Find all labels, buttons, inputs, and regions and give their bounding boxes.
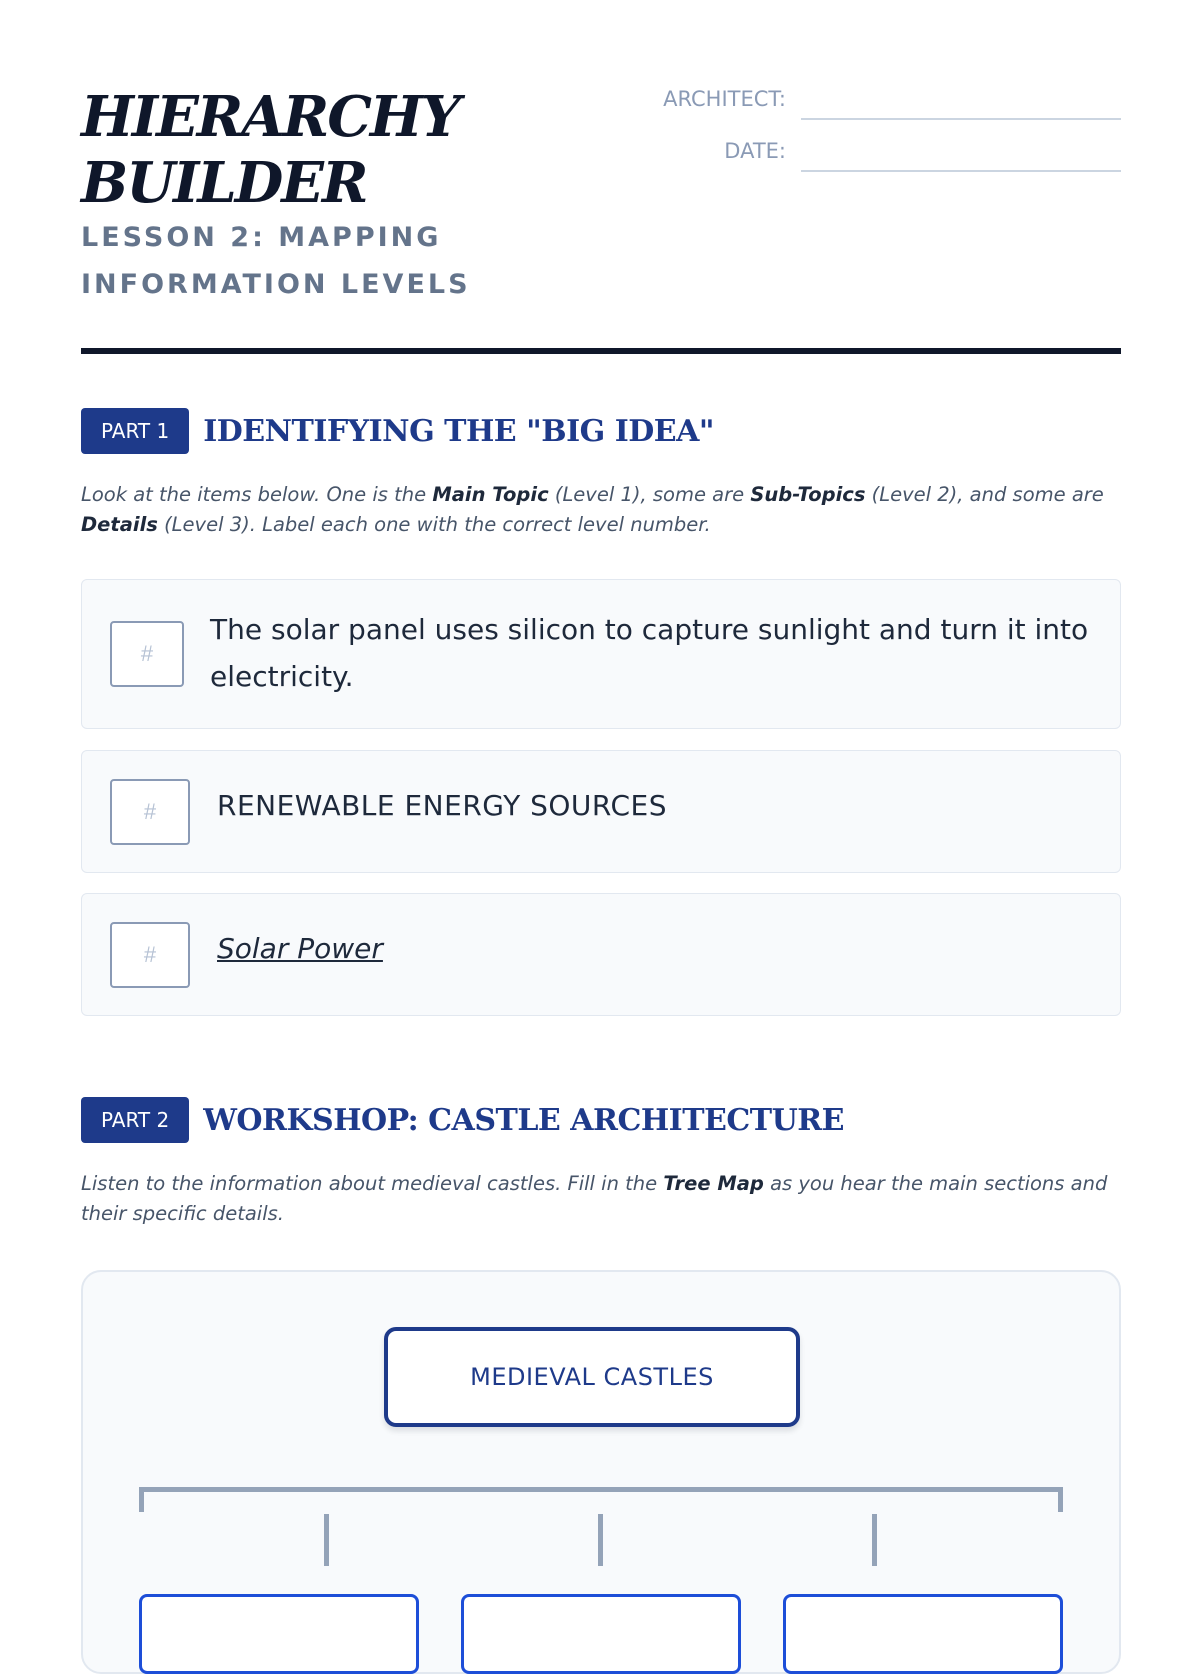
part1-instructions — [81, 480, 1121, 540]
item-text: RENEWABLE ENERGY SOURCES — [217, 789, 667, 822]
instr-text: (Level 1), some are — [548, 483, 751, 506]
tree-child-node-blank[interactable] — [461, 1594, 741, 1674]
architect-row — [641, 84, 1121, 136]
instr-bold-sub-topics: Sub-Topics — [750, 483, 866, 506]
instr-bold-details: Details — [81, 513, 158, 536]
level-number-input[interactable]: # — [110, 779, 190, 845]
instr-text: Listen to the information about medieval castles. Fill in the — [81, 1172, 664, 1195]
lesson-subtitle — [81, 214, 501, 308]
part2-instructions — [81, 1169, 1121, 1229]
list-item — [81, 750, 1121, 873]
tree-branch-connector — [598, 1514, 603, 1566]
student-info — [641, 84, 1121, 188]
tree-root-node: MEDIEVAL CASTLES — [384, 1327, 800, 1427]
part1-badge: PART 1 — [81, 408, 189, 454]
worksheet-page — [81, 0, 1121, 1391]
date-label: DATE: — [724, 139, 786, 163]
date-row — [641, 136, 1121, 188]
header-divider — [81, 348, 1121, 354]
title-line-2: BUILDER — [81, 150, 367, 216]
level-number-input[interactable]: # — [110, 621, 184, 687]
part1-title: IDENTIFYING THE "BIG IDEA" — [203, 413, 715, 449]
instr-bold-tree-map: Tree Map — [663, 1172, 764, 1195]
level-number-input[interactable]: # — [110, 922, 190, 988]
tree-left-end-connector — [139, 1487, 144, 1512]
tree-branch-connector — [324, 1514, 329, 1566]
instr-text: (Level 3). Label each one with the correct level number. — [157, 513, 711, 536]
instr-text: Look at the items below. One is the — [81, 483, 433, 506]
part2-badge: PART 2 — [81, 1097, 189, 1143]
part1-heading — [81, 408, 714, 454]
tree-map — [81, 1270, 1121, 1674]
architect-field[interactable] — [801, 118, 1121, 120]
tree-branch-connector — [872, 1514, 877, 1566]
tree-horizontal-connector — [139, 1487, 1063, 1492]
title-line-1: HIERARCHY — [81, 84, 459, 150]
subtitle-line-1: LESSON 2: MAPPING — [81, 222, 442, 253]
instr-text: as you hear the main sections and their specific details. — [81, 1172, 1108, 1225]
instr-bold-main-topic: Main Topic — [432, 483, 549, 506]
tree-child-node-blank[interactable] — [783, 1594, 1063, 1674]
tree-right-end-connector — [1058, 1487, 1063, 1512]
part2-title: WORKSHOP: CASTLE ARCHITECTURE — [203, 1102, 845, 1138]
date-field[interactable] — [801, 170, 1121, 172]
item-text: The solar panel uses silicon to capture sunlight and turn it into electricity. — [210, 613, 1089, 693]
instr-text: (Level 2), and some are — [865, 483, 1104, 506]
item-text: Solar Power — [217, 932, 383, 965]
worksheet-header — [81, 0, 1121, 352]
architect-label: ARCHITECT: — [663, 87, 786, 111]
part2-heading — [81, 1097, 844, 1143]
list-item — [81, 579, 1121, 729]
tree-child-node-blank[interactable] — [139, 1594, 419, 1674]
page-title — [81, 84, 541, 216]
subtitle-line-2: INFORMATION LEVELS — [81, 269, 471, 300]
list-item — [81, 893, 1121, 1016]
